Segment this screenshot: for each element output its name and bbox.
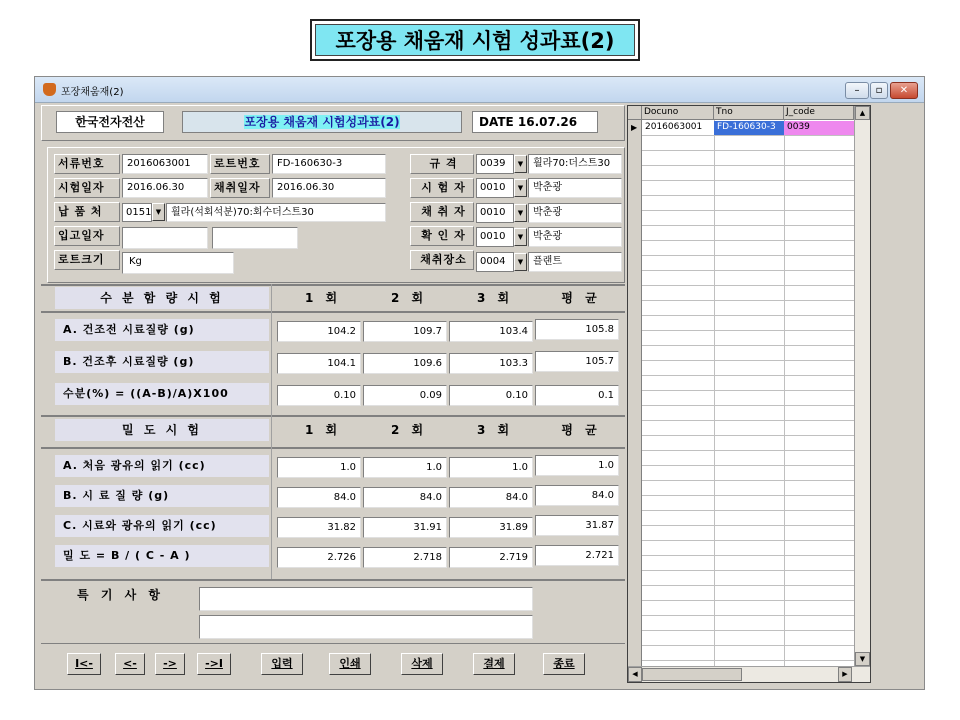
record-grid[interactable] (627, 105, 871, 683)
close-button[interactable]: ✕ (890, 82, 918, 99)
print-label: 인쇄 (339, 657, 361, 670)
grid-cell-tno[interactable]: FD-160630-3 (714, 121, 784, 135)
grid-row-line (642, 555, 854, 556)
scroll-right-icon[interactable]: ▶ (838, 667, 852, 682)
moisture-cell[interactable]: 0.10 (449, 385, 533, 406)
density-cell[interactable]: 2.719 (449, 547, 533, 568)
grid-vscrollbar[interactable] (854, 106, 870, 666)
place-dropdown-icon[interactable]: ▼ (514, 253, 527, 271)
app-icon (43, 83, 56, 96)
supplier-code-field[interactable]: 0151 (122, 203, 152, 222)
divider (41, 447, 625, 449)
divider (41, 643, 625, 644)
remarks-field-2[interactable] (199, 615, 533, 639)
grid-row-line (642, 540, 854, 541)
moisture-cell[interactable]: 0.09 (363, 385, 447, 406)
title-bar (35, 77, 924, 103)
divider (41, 579, 625, 581)
tester-label: 시 험 자 (410, 178, 474, 198)
density-col-avg: 평 균 (561, 423, 601, 437)
density-col-2: 2 회 (390, 423, 428, 437)
density-section (41, 419, 625, 575)
grid-row-line (642, 375, 854, 376)
spec-label: 규 격 (410, 154, 474, 174)
input-label: 입력 (271, 657, 293, 670)
date-display: DATE 16.07.26 (472, 111, 598, 133)
density-cell-avg[interactable]: 2.721 (535, 545, 619, 566)
test-date-field[interactable]: 2016.06.30 (122, 178, 208, 198)
grid-row-line (642, 150, 854, 151)
moisture-col-1: 1 회 (304, 291, 342, 305)
grid-row-line (642, 585, 854, 586)
grid-row-line (642, 315, 854, 316)
sampler-dropdown-icon[interactable]: ▼ (514, 204, 527, 222)
divider (41, 284, 625, 286)
checker-label: 확 인 자 (410, 226, 474, 246)
grid-col-docuno[interactable]: Docuno (642, 106, 714, 120)
window-title: 포장채움재(2) (61, 87, 124, 98)
grid-row-line (642, 450, 854, 451)
header-panel (41, 105, 625, 141)
grid-row-line (642, 645, 854, 646)
first-record-button[interactable] (67, 653, 101, 675)
grid-row-line (642, 300, 854, 301)
moisture-col-avg: 평 균 (561, 291, 601, 305)
last-record-button[interactable] (197, 653, 231, 675)
moisture-cell[interactable]: 0.10 (277, 385, 361, 406)
divider (271, 284, 272, 580)
doc-no-label: 서류번호 (54, 154, 120, 174)
moisture-col-2: 2 회 (390, 291, 428, 305)
grid-corner (628, 106, 642, 120)
grid-col-line (714, 120, 715, 666)
grid-row-line (642, 240, 854, 241)
density-cell[interactable]: 1.0 (363, 457, 447, 478)
lot-size-label: 로트크기 (54, 250, 120, 270)
grid-row-line (642, 615, 854, 616)
grid-col-jcode[interactable]: J_code (784, 106, 854, 120)
density-cell[interactable]: 31.91 (363, 517, 447, 538)
exit-label: 종료 (553, 657, 575, 670)
grid-row-line (642, 405, 854, 406)
moisture-cell[interactable]: 109.7 (363, 321, 447, 342)
tester-dropdown-icon[interactable]: ▼ (514, 179, 527, 197)
app-window (34, 76, 925, 690)
checker-name-field[interactable]: 박춘광 (528, 227, 622, 247)
divider (41, 415, 625, 417)
spec-name-field[interactable]: 휠라70:더스트30 (528, 154, 622, 174)
density-row-label: B. 시 료 질 량 (g) (55, 485, 269, 507)
grid-row-line (642, 435, 854, 436)
grid-row-line (642, 345, 854, 346)
grid-row-line (642, 135, 854, 136)
density-cell[interactable]: 31.89 (449, 517, 533, 538)
form-title (182, 111, 462, 133)
spec-code-field[interactable]: 0039 (476, 154, 514, 174)
divider (41, 311, 625, 313)
grid-row-line (642, 495, 854, 496)
grid-row-line (642, 570, 854, 571)
sampler-name-field[interactable]: 박춘광 (528, 203, 622, 223)
density-cell-avg[interactable]: 1.0 (535, 455, 619, 476)
tester-code-field[interactable]: 0010 (476, 178, 514, 198)
grid-row-line (642, 510, 854, 511)
grid-cell-jcode[interactable]: 0039 (784, 121, 854, 135)
remarks-field-1[interactable] (199, 587, 533, 611)
grid-row-line (642, 180, 854, 181)
grid-col-line (784, 120, 785, 666)
grid-row-line (642, 525, 854, 526)
density-title: 밀 도 시 험 (55, 419, 269, 441)
approve-button[interactable] (473, 653, 515, 675)
moisture-cell[interactable]: 104.2 (277, 321, 361, 342)
supplier-dropdown-icon[interactable]: ▼ (152, 203, 165, 221)
moisture-row-label: A. 건조전 시료질량 (g) (55, 319, 269, 341)
density-cell-avg[interactable]: 31.87 (535, 515, 619, 536)
grid-row-line (642, 390, 854, 391)
density-cell[interactable]: 2.718 (363, 547, 447, 568)
moisture-row-label: 수분(%) = ((A-B)/A)X100 (55, 383, 269, 405)
sample-date-label: 채취일자 (210, 178, 270, 198)
checker-code-field[interactable]: 0010 (476, 227, 514, 247)
grid-row-line (642, 480, 854, 481)
grid-row-line (642, 600, 854, 601)
place-name-field[interactable]: 플랜트 (528, 252, 622, 272)
moisture-col-3: 3 회 (476, 291, 514, 305)
moisture-title: 수 분 함 량 시 험 (55, 287, 269, 309)
prev-record-label: <- (123, 657, 137, 670)
remarks-label: 특 기 사 항 (55, 585, 183, 607)
scroll-thumb[interactable] (642, 668, 742, 681)
slide-title-frame (310, 19, 640, 61)
density-row-label: 밀 도 = B / ( C - A ) (55, 545, 269, 567)
place-code-field[interactable]: 0004 (476, 252, 514, 272)
density-cell[interactable]: 31.82 (277, 517, 361, 538)
grid-row-line (642, 660, 854, 661)
doc-no-field[interactable]: 2016063001 (122, 154, 208, 174)
in-date-label: 입고일자 (54, 226, 120, 246)
density-row-label: C. 시료와 광유의 읽기 (cc) (55, 515, 269, 537)
density-cell[interactable]: 84.0 (363, 487, 447, 508)
grid-row-line (642, 195, 854, 196)
moisture-cell[interactable]: 103.4 (449, 321, 533, 342)
lot-size-field[interactable]: Kg (122, 252, 234, 274)
sampler-label: 채 취 자 (410, 202, 474, 222)
exit-button[interactable] (543, 653, 585, 675)
supplier-name-field[interactable]: 휠라(석회석분)70:회수더스트30 (166, 203, 386, 222)
lot-no-field[interactable]: FD-160630-3 (272, 154, 386, 174)
delete-label: 삭제 (411, 657, 433, 670)
density-cell-avg[interactable]: 84.0 (535, 485, 619, 506)
grid-hscrollbar[interactable] (628, 666, 870, 682)
density-col-1: 1 회 (304, 423, 342, 437)
place-label: 채취장소 (410, 250, 474, 270)
grid-row-line (642, 255, 854, 256)
grid-row-line (642, 465, 854, 466)
grid-row-line (642, 330, 854, 331)
info-panel (47, 147, 625, 283)
grid-row-header (628, 120, 642, 666)
grid-col-tno[interactable]: Tno (714, 106, 784, 120)
lot-no-label: 로트번호 (210, 154, 270, 174)
grid-row-line (642, 210, 854, 211)
delete-button[interactable] (401, 653, 443, 675)
in-date-field[interactable] (122, 227, 208, 249)
density-cell[interactable]: 84.0 (277, 487, 361, 508)
slide-title: 포장용 채움재 시험 성과표(2) (315, 24, 635, 56)
density-cell[interactable]: 1.0 (449, 457, 533, 478)
maximize-button[interactable]: ▫ (870, 82, 888, 99)
grid-row-line (642, 420, 854, 421)
approve-label: 결제 (483, 657, 505, 670)
moisture-row-label: B. 건조후 시료질량 (g) (55, 351, 269, 373)
grid-cell-docuno[interactable]: 2016063001 (642, 121, 714, 135)
moisture-cell[interactable]: 109.6 (363, 353, 447, 374)
grid-row-line (642, 360, 854, 361)
sample-date-field[interactable]: 2016.06.30 (272, 178, 386, 198)
checker-dropdown-icon[interactable]: ▼ (514, 228, 527, 246)
grid-row-line (642, 225, 854, 226)
last-record-label: ->I (205, 657, 223, 670)
density-col-3: 3 회 (476, 423, 514, 437)
density-row-label: A. 처음 광유의 읽기 (cc) (55, 455, 269, 477)
scroll-down-icon[interactable]: ▼ (855, 652, 870, 666)
spec-dropdown-icon[interactable]: ▼ (514, 155, 527, 173)
print-button[interactable] (329, 653, 371, 675)
moisture-cell-avg[interactable]: 105.7 (535, 351, 619, 372)
first-record-label: I<- (75, 657, 93, 670)
tester-name-field[interactable]: 박춘광 (528, 178, 622, 198)
input-button[interactable] (261, 653, 303, 675)
minimize-button[interactable]: – (845, 82, 869, 99)
next-record-label: -> (163, 657, 177, 670)
density-cell[interactable]: 84.0 (449, 487, 533, 508)
row-pointer-icon: ▶ (631, 123, 638, 132)
moisture-cell[interactable]: 104.1 (277, 353, 361, 374)
grid-row-line (642, 270, 854, 271)
moisture-cell[interactable]: 103.3 (449, 353, 533, 374)
form-title-text: 포장용 채움재 시험성과표(2) (244, 115, 400, 129)
next-record-button[interactable] (155, 653, 185, 675)
in-date-field-2[interactable] (212, 227, 298, 249)
scroll-left-icon[interactable]: ◀ (628, 667, 642, 682)
scroll-up-icon[interactable]: ▲ (855, 106, 870, 120)
moisture-cell-avg[interactable]: 105.8 (535, 319, 619, 340)
prev-record-button[interactable] (115, 653, 145, 675)
supplier-label: 납 품 처 (54, 202, 120, 222)
company-name: 한국전자전산 (56, 111, 164, 133)
density-cell[interactable]: 2.726 (277, 547, 361, 568)
grid-row-line (642, 165, 854, 166)
test-date-label: 시험일자 (54, 178, 120, 198)
grid-row-line (642, 285, 854, 286)
moisture-cell-avg[interactable]: 0.1 (535, 385, 619, 406)
moisture-section (41, 287, 625, 411)
density-cell[interactable]: 1.0 (277, 457, 361, 478)
grid-row-line (642, 630, 854, 631)
sampler-code-field[interactable]: 0010 (476, 203, 514, 223)
